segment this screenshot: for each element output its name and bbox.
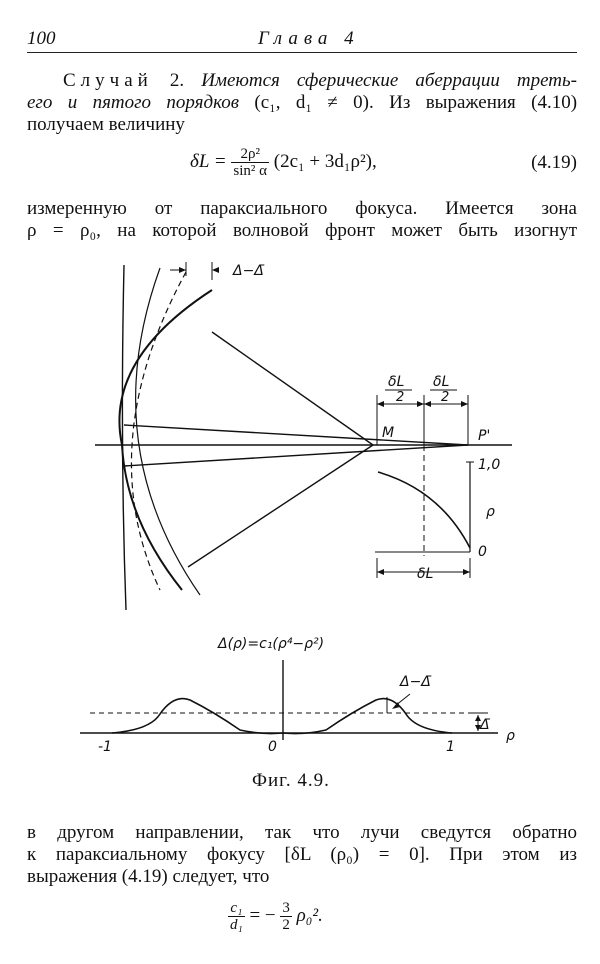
wavefront-labels xyxy=(232,263,500,582)
label-dl-bottom: δL xyxy=(417,566,434,582)
tick-minus-one: -1 xyxy=(98,739,112,755)
spherical-wavefront xyxy=(136,268,200,595)
page-number: 100 xyxy=(27,28,56,49)
aberration-plot xyxy=(80,660,498,740)
wavefront-diagram xyxy=(95,262,512,610)
ratio-coef xyxy=(280,900,292,933)
case-text-2: его и пятого порядков xyxy=(27,92,240,113)
header-rule xyxy=(27,52,577,53)
tick-one: 1 xyxy=(446,739,455,755)
ratio-numerator: c₁ xyxy=(228,900,245,917)
label-M: M xyxy=(382,425,395,441)
figure-caption: Фиг. 4.9. xyxy=(252,770,330,791)
zone-text-2: ρ = ρ₀, на которой волновой фронт может быть изогнут xyxy=(27,220,577,241)
label-zero-top: 0 xyxy=(478,544,487,560)
label-rho-bottom: ρ xyxy=(506,728,515,744)
eq-lhs: δL = xyxy=(190,150,227,172)
coef-denominator: 2 xyxy=(282,917,290,933)
paragraph-case-2 xyxy=(27,70,577,136)
case-condition: (c₁, d₁ ≠ 0). xyxy=(254,92,374,113)
chapter-heading: Глава 4 xyxy=(258,28,360,49)
label-half-dl-1-num: δL xyxy=(388,374,405,390)
ratio-tail: ρ₀². xyxy=(296,904,323,926)
case-number: 2. xyxy=(169,70,185,91)
eq-rhs: (2c₁ + 3d₁ρ²), xyxy=(273,150,377,172)
reference-plane xyxy=(122,265,126,610)
label-rho-top: ρ xyxy=(486,504,495,520)
conclusion-text-1: в другом направлении, так что лучи сведутся обратно xyxy=(27,822,577,843)
ratio-fraction xyxy=(228,900,245,933)
ray-mid-lower xyxy=(124,445,468,466)
aberration-curve xyxy=(112,699,452,734)
label-delta-diff-top: Δ−Δ̄ xyxy=(233,263,264,279)
tick-zero: 0 xyxy=(268,739,277,755)
aberrated-wavefront xyxy=(119,290,212,590)
formula-delta-rho: Δ(ρ)=c₁(ρ⁴−ρ²) xyxy=(218,636,325,652)
case-text-1: Имеются сферические аберрации треть- xyxy=(201,70,577,91)
case-text-4: получаем величину xyxy=(27,114,185,135)
coef-numerator: 3 xyxy=(282,900,290,916)
figure-4-9 xyxy=(0,255,600,755)
paragraph-zone xyxy=(27,198,577,242)
equation-number: (4.19) xyxy=(531,152,577,173)
label-half-dl-1-den: 2 xyxy=(396,390,405,405)
conclusion-text-2: к параксиальному фокусу [δL (ρ₀) = 0]. При этом из xyxy=(27,844,577,865)
ray-mid-upper xyxy=(124,425,468,445)
label-half-dl-2-den: 2 xyxy=(441,390,450,405)
eq-fraction xyxy=(231,146,269,179)
case-text-3: Из выражения (4.10) xyxy=(389,92,578,113)
zone-text-1: измеренную от параксиального фокуса. Имеется зона xyxy=(27,198,577,219)
paragraph-conclusion xyxy=(27,822,577,888)
ray-lower xyxy=(188,445,373,567)
case-label: Случай xyxy=(63,70,153,91)
equation-4-19 xyxy=(190,146,377,179)
ray-upper xyxy=(212,332,373,445)
conclusion-text-3: выражения (4.19) следует, что xyxy=(27,866,270,887)
label-half-dl-2-num: δL xyxy=(433,374,450,390)
label-delta-diff-bottom: Δ−Δ̄ xyxy=(400,674,431,690)
aberration-labels xyxy=(98,636,515,755)
label-delta-bar: Δ̄ xyxy=(480,717,490,733)
eq-numerator: 2ρ² xyxy=(231,146,269,163)
equation-ratio xyxy=(228,900,323,933)
eq-denominator: sin² α xyxy=(233,163,268,179)
dashed-wavefront xyxy=(131,272,186,590)
label-P-prime: P' xyxy=(478,428,491,444)
ratio-denominator: d₁ xyxy=(230,917,243,933)
ratio-equals: = − xyxy=(249,904,281,926)
label-one: 1,0 xyxy=(478,457,501,473)
